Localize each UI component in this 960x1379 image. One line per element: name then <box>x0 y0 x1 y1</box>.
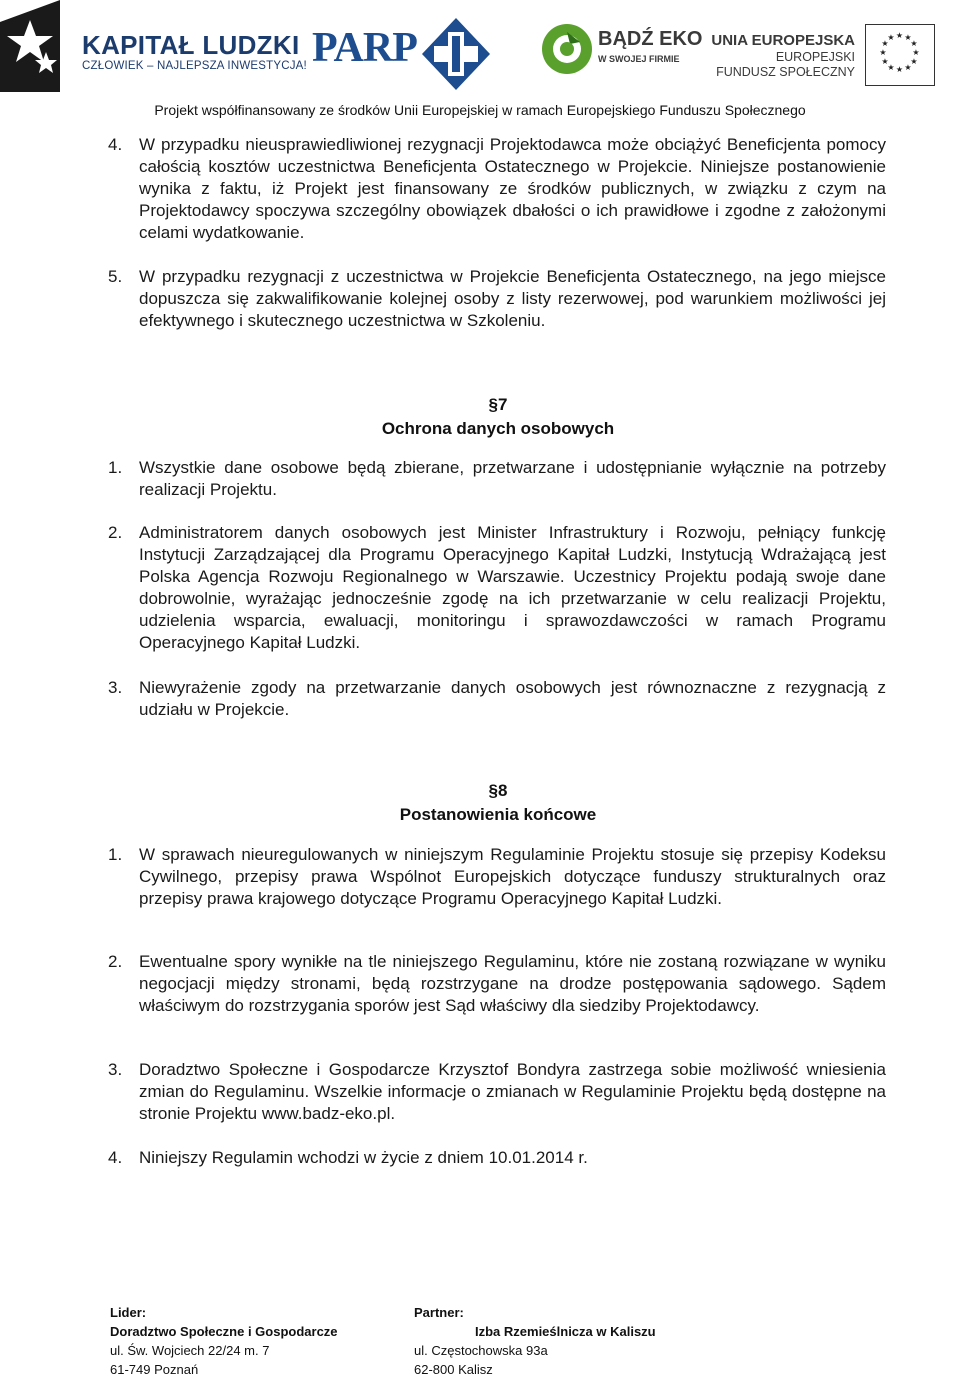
section-7-symbol: §7 <box>488 395 508 414</box>
eko-subtitle: W SWOJEJ FIRMIE <box>598 54 680 64</box>
list-item <box>108 844 886 910</box>
kapital-ludzki-emblem-icon <box>0 0 80 92</box>
partner-name: Izba Rzemieślnicza w Kaliszu <box>475 1324 656 1339</box>
list-item <box>108 677 886 721</box>
leader-street: ul. Św. Wojciech 22/24 m. 7 <box>110 1343 270 1358</box>
list-item-text: Administratorem danych osobowych jest Minister Infrastruktury i Rozwoju, pełniący funkcję Instytucji Zarządzającej dla Programu Operacyjnego Kapitał Ludzki, Instytucją Wdrażającą jest Polska Agencja Rozwoju Regionalnego w Warszawie. Uczestnicy Projektu podają swoje dane dobrowolnie, wyrażając jednocześnie zgodę na ich przetwarzanie w celu realizacji Projektu, udzielenia wsparcia, ewaluacji, monitoringu i sprawozdawczości w ramach Programu Operacyjnego Kapitał Ludzki. <box>139 523 886 652</box>
list-item-text: Wszystkie dane osobowe będą zbierane, przetwarzane i udostępnianie wyłącznie na potrzeby realizacji Projektu. <box>139 458 886 499</box>
list-item <box>108 134 886 244</box>
badz-eko-logo <box>540 14 703 84</box>
eu-flag-icon <box>865 24 935 86</box>
kapital-ludzki-slogan: CZŁOWIEK – NAJLEPSZA INWESTYCJA! <box>82 60 307 72</box>
section-8-symbol: §8 <box>488 781 508 800</box>
list-item <box>108 522 886 654</box>
list-item <box>108 457 886 501</box>
list-item-number: 1. <box>108 458 123 477</box>
list-item-number: 2. <box>108 952 123 971</box>
footer-leader <box>110 1303 338 1379</box>
section-8-heading <box>0 779 960 827</box>
list-item-text: W sprawach nieuregulowanych w niniejszym Regulaminie Projektu stosuje się przepisy Kodeksu Cywilnego, przepisy prawa Wspólnot Europejskich dotyczące funduszy strukturalnych oraz przepisy prawa krajowego dotyczące Programu Operacyjnego Kapitał Ludzki. <box>139 845 886 908</box>
svg-text:★: ★ <box>904 33 912 42</box>
svg-text:★: ★ <box>881 57 889 66</box>
list-item-text: W przypadku nieusprawiedliwionej rezygnacji Projektodawca może obciążyć Beneficjenta pomocy całością kosztów uczestnictwa Beneficjenta Ostatecznego w Projekcie. Niniejsze postanowienie wynika z faktu, iż Projekt jest finansowany ze środków publicznych, w związku z czym na Projektodawcy spoczywa szczególny obowiązek dbałości o ich prawidłowe i zgodne z założonymi celami wydatkowanie. <box>139 135 886 242</box>
list-item-number: 3. <box>108 678 123 697</box>
kapital-ludzki-title: KAPITAŁ LUDZKI <box>82 30 300 60</box>
eu-line-1: UNIA EUROPEJSKA <box>711 32 855 49</box>
list-item-number: 5. <box>108 267 123 286</box>
list-item <box>108 266 886 332</box>
footer-partner <box>414 1303 656 1379</box>
list-item-number: 3. <box>108 1060 123 1079</box>
list-item-text: Niewyrażenie zgody na przetwarzanie danych osobowych jest równoznaczne z rezygnacją z udziału w Projekcie. <box>139 678 886 719</box>
svg-text:★: ★ <box>895 65 904 74</box>
parp-logo <box>312 14 490 92</box>
eko-title: BĄDŹ EKO <box>598 28 703 50</box>
svg-text:★: ★ <box>895 31 904 40</box>
svg-text:★: ★ <box>910 57 918 66</box>
list-item-number: 1. <box>108 845 123 864</box>
eu-line-3: FUNDUSZ SPOŁECZNY <box>716 65 855 79</box>
section-7-heading <box>0 393 960 441</box>
list-item-text: Doradztwo Społeczne i Gospodarcze Krzysztof Bondyra zastrzega sobie możliwość wniesienia zmian do Regulaminu. Wszelkie informacje o zmianach w Regulaminie Projektu będą dostępne na stronie Projektu www.badz-eko.pl. <box>139 1060 886 1123</box>
list-item-number: 4. <box>108 135 123 154</box>
eu-logo <box>711 20 950 90</box>
svg-text:★: ★ <box>887 33 895 42</box>
svg-text:★: ★ <box>887 63 895 72</box>
list-item-text: W przypadku rezygnacji z uczestnictwa w Projekcie Beneficjenta Ostatecznego, na jego miejsce dopuszcza się zakwalifikowanie kolejnej osoby z listy rezerwowej, pod warunkiem możliwości jej efektywnego i skutecznego uczestnictwa w Szkoleniu. <box>139 267 886 330</box>
section-7-title: Ochrona danych osobowych <box>381 419 615 438</box>
list-item <box>108 951 886 1017</box>
list-item-text: Niniejszy Regulamin wchodzi w życie z dniem 10.01.2014 r. <box>139 1148 588 1167</box>
eu-line-2: EUROPEJSKI <box>775 50 855 64</box>
svg-text:★: ★ <box>912 48 920 57</box>
partner-street: ul. Częstochowska 93a <box>414 1343 548 1358</box>
list-item <box>108 1147 886 1169</box>
partner-label: Partner: <box>414 1305 464 1320</box>
list-item-text: Ewentualne spory wynikłe na tle niniejszego Regulaminu, które nie zostaną rozwiązane w wyniku negocjacji między stronami, będą rozstrzygane na drodze postępowania sądowego. Sądem właściwym do rozstrzygania sporów jest Sąd właściwy dla siedziby Projektodawcy. <box>139 952 886 1015</box>
cofinancing-note: Projekt współfinansowany ze środków Unii Europejskiej w ramach Europejskiego Funduszu Społecznego <box>154 102 806 118</box>
svg-text:★: ★ <box>879 48 887 57</box>
parp-emblem-icon <box>422 18 490 90</box>
leader-label: Lider: <box>110 1305 147 1320</box>
recycle-arrows-icon <box>540 20 594 78</box>
leader-city: 61-749 Poznań <box>110 1362 199 1377</box>
svg-text:★: ★ <box>904 63 912 72</box>
svg-text:★: ★ <box>881 39 889 48</box>
leader-name: Doradztwo Społeczne i Gospodarcze <box>110 1324 338 1339</box>
list-item-number: 4. <box>108 1148 123 1167</box>
list-item-number: 2. <box>108 523 123 542</box>
section-8-title: Postanowienia końcowe <box>399 805 597 824</box>
header-logos <box>0 0 960 100</box>
kapital-ludzki-logo <box>0 0 307 96</box>
svg-text:★: ★ <box>910 39 918 48</box>
list-item <box>108 1059 886 1125</box>
parp-wordmark: PARP <box>312 25 417 71</box>
partner-city: 62-800 Kalisz <box>414 1362 493 1377</box>
